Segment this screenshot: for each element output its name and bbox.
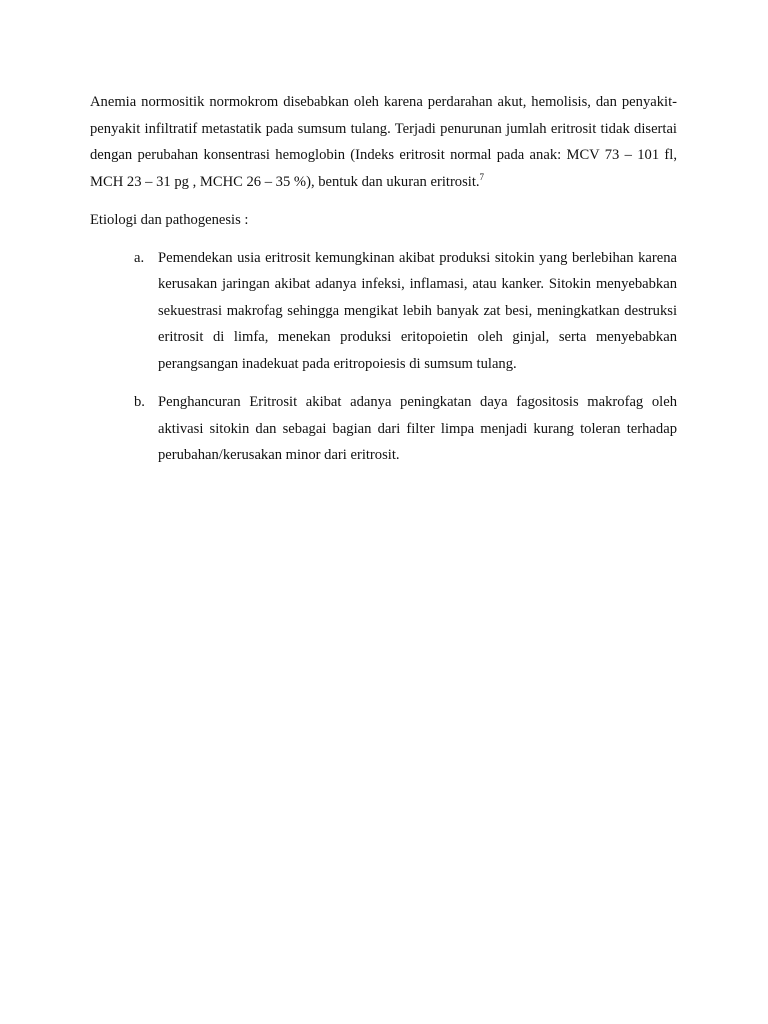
list-marker: b.	[134, 394, 145, 410]
list-item	[90, 389, 677, 469]
document-body	[90, 89, 677, 481]
list-marker: a.	[134, 249, 145, 266]
section-heading: Etiologi dan pathogenesis :	[90, 212, 249, 228]
etiology-list	[90, 245, 677, 469]
list-item-text: Penghancuran Eritrosit akibat adanya peningkatan daya fagositosis makrofag oleh aktivasi sitokin dan sebagai bagian dari filter limpa menjadi kurang toleran terhadap perubahan/kerusakan minor dari eritrosit.	[158, 394, 677, 463]
intro-paragraph	[90, 89, 677, 195]
citation-superscript: 7	[479, 171, 485, 182]
intro-paragraph-text: Anemia normositik normokrom disebabkan oleh karena perdarahan akut, hemolisis, dan penyakit-penyakit infiltratif metastatik pada sumsum tulang. Terjadi penurunan jumlah eritrosit tidak disertai dengan perubahan konsentrasi hemoglobin (Indeks eritrosit normal pada anak: MCV 73 – 101 fl, MCH 23 – 31 pg , MCHC 26 – 35 %), bentuk dan ukuran eritrosit.	[90, 94, 677, 190]
list-item	[90, 245, 677, 378]
list-item-text: Pemendekan usia eritrosit kemungkinan akibat produksi sitokin yang berlebihan karena kerusakan jaringan akibat adanya infeksi, inflamasi, atau kanker. Sitokin menyebabkan sekuestrasi makrofag sehingga mengikat lebih banyak zat besi, meningkatkan destruksi eritrosit di limfa, menekan produksi eritopoietin oleh ginjal, serta menyebabkan perangsangan inadekuat pada eritropoiesis di sumsum tulang.	[158, 249, 677, 372]
